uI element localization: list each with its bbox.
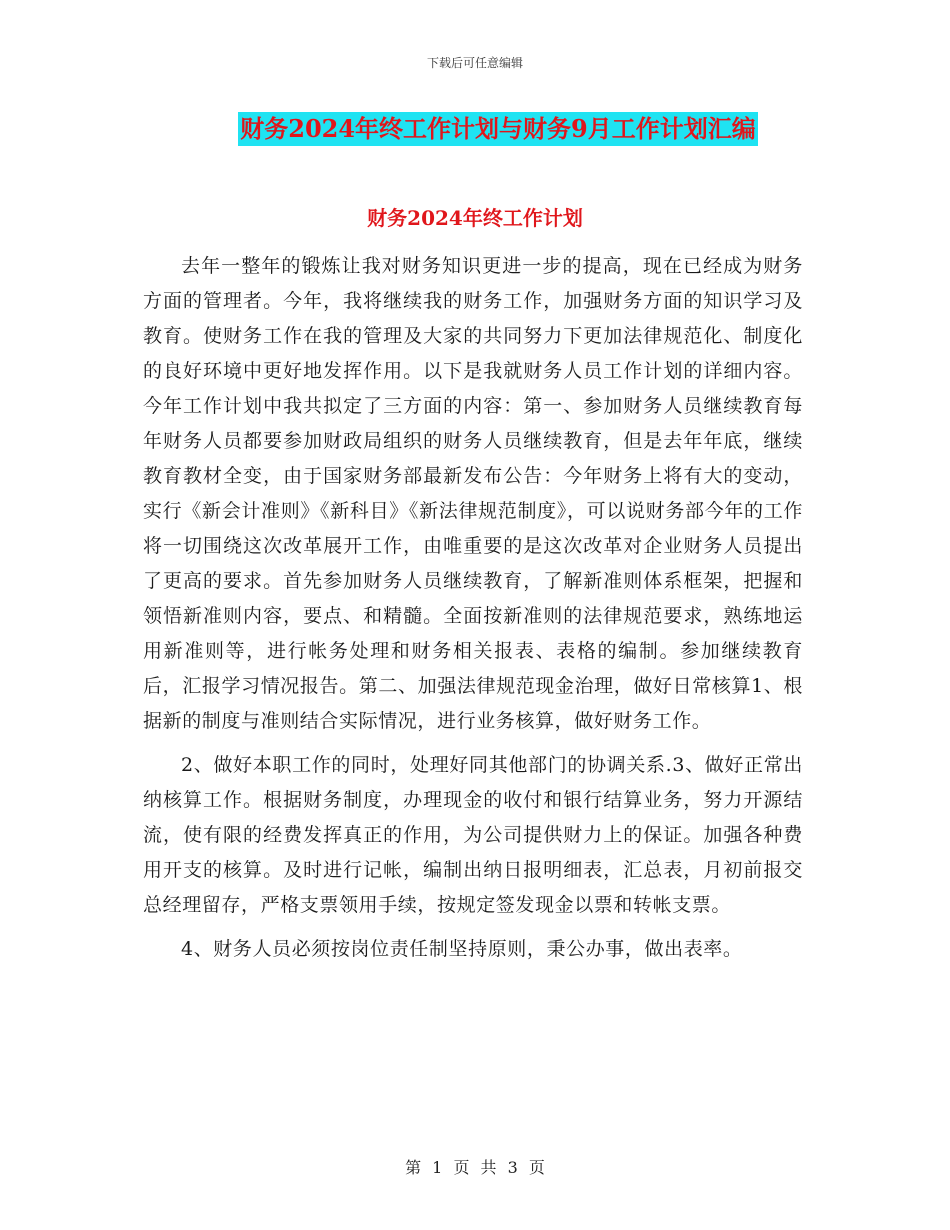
paragraph: 4、财务人员必须按岗位责任制坚持原则，秉公办事，做出表率。 <box>181 938 743 960</box>
section-title: 财务2024年终工作计划 <box>367 206 583 230</box>
main-title-wrapper <box>0 112 950 146</box>
paragraph: 2、做好本职工作的同时，处理好同其他部门的协调关系.3、做好正常出纳核算工作。根据财务制度，办理现金的收付和银行结算业务，努力开源结流，使有限的经费发挥真正的作用，为公司提供财力上的保证。加强各种费用开支的核算。及时进行记帐，编制出纳日报明细表，汇总表，月初前报交总经理留存，严格支票领用手续，按规定签发现金以票和转帐支票。 <box>143 754 803 916</box>
download-note: 下载后可任意编辑 <box>426 56 523 70</box>
body-text <box>143 249 803 976</box>
paragraph: 去年一整年的锻炼让我对财务知识更进一步的提高，现在已经成为财务方面的管理者。今年，我将继续我的财务工作，加强财务方面的知识学习及教育。使财务工作在我的管理及大家的共同努力下更加法律规范化、制度化的良好环境中更好地发挥作用。以下是我就财务人员工作计划的详细内容。今年工作计划中我共拟定了三方面的内容：第一、参加财务人员继续教育每年财务人员都要参加财政局组织的财务人员继续教育，但是去年年底，继续教育教材全变，由于国家财务部最新发布公告：今年财务上将有大的变动，实行《新会计准则》《新科目》《新法律规范制度》，可以说财务部今年的工作将一切围绕这次改革展开工作，由唯重要的是这次改革对企业财务人员提出了更高的要求。首先参加财务人员继续教育，了解新准则体系框架，把握和领悟新准则内容，要点、和精髓。全面按新准则的法律规范要求，熟练地运用新准则等，进行帐务处理和财务相关报表、表格的编制。参加继续教育后，汇报学习情况报告。第二、加强法律规范现金治理，做好日常核算1、根据新的制度与准则结合实际情况，进行业务核算，做好财务工作。 <box>143 255 803 732</box>
page-number: 第 1 页 共 3 页 <box>405 1158 545 1177</box>
main-title: 财务2024年终工作计划与财务9月工作计划汇编 <box>238 112 758 146</box>
